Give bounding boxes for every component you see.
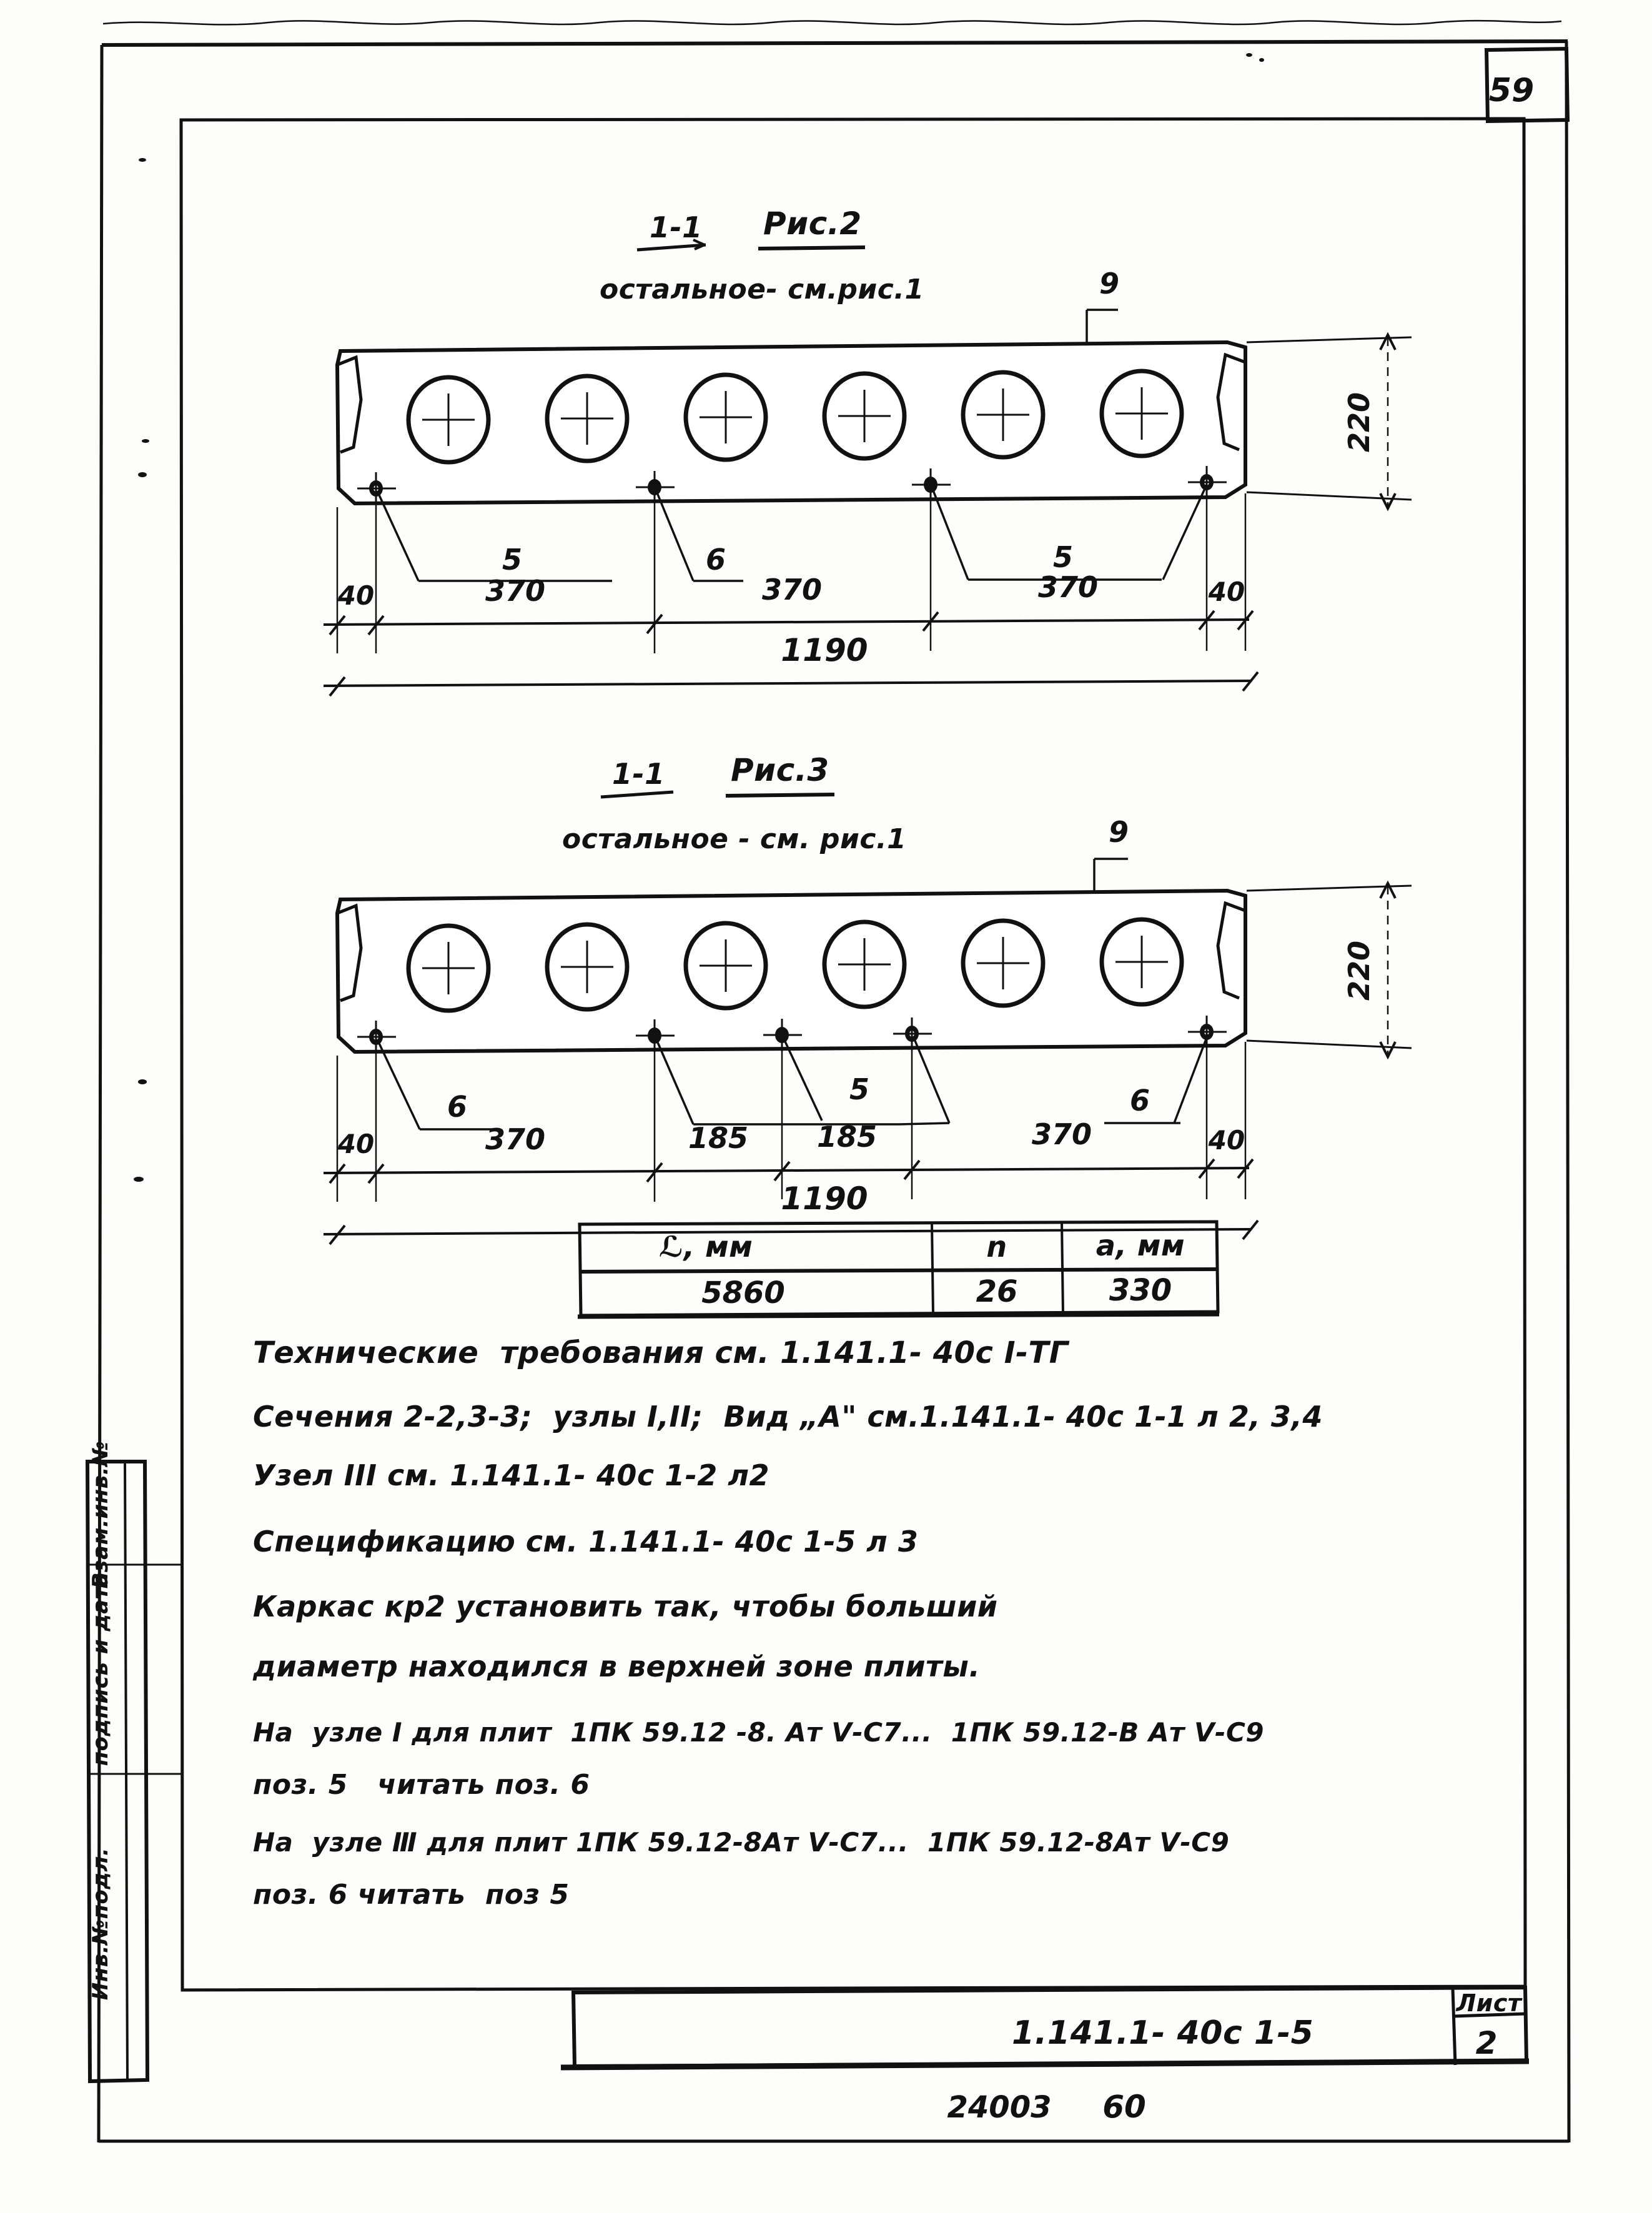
table-col-divider-1 <box>932 1223 933 1314</box>
table-cell-L: 5860 <box>701 1275 785 1310</box>
note-line-9: На узле Ⅲ для плит 1ПК 59.12-8Ат Ⅴ-С7... 1ПК 59.12-8Ат Ⅴ-С9 <box>253 1827 1230 1858</box>
figure-3-group <box>324 752 1412 1244</box>
note-line-2: Сечения 2-2,3-3; узлы I,ІІ; Вид „А" см.1.141.1- 40с 1-1 л 2, 3,4 <box>253 1400 1323 1433</box>
fig2-chain-extlines <box>337 487 1245 653</box>
fig2-callout-9: 9 <box>1099 267 1120 300</box>
fig2-dim-370-a: 370 <box>485 574 546 608</box>
table-header-n: n <box>986 1230 1007 1264</box>
fig3-dim-185-a: 185 <box>688 1121 749 1155</box>
fig2-dim-40-right: 40 <box>1208 577 1245 607</box>
note-line-7: На узле I для плит 1ПК 59.12 -8. Ат Ⅴ-С7... 1ПК 59.12-В Ат Ⅴ-С9 <box>253 1717 1264 1748</box>
fig2-overall-dimline <box>324 681 1250 686</box>
bottom-code: 24003 <box>947 2090 1052 2125</box>
torn-paper-edge <box>103 21 1561 24</box>
note-line-4: Спецификацию см. 1.141.1- 40с 1-5 л 3 <box>253 1525 919 1558</box>
fig3-chain-dimline <box>324 1168 1249 1173</box>
title-block <box>561 1988 1529 2125</box>
fig3-dim-40-left: 40 <box>337 1129 375 1159</box>
fig3-chain-extlines <box>337 1036 1245 1202</box>
fig2-dim-40-left: 40 <box>337 580 375 611</box>
fig3-section-underline <box>601 792 673 797</box>
left-margin-strip <box>87 1441 182 2081</box>
fig2-overall-value: 1190 <box>781 632 868 668</box>
page-number-top-right: 59 <box>1488 72 1535 109</box>
note-line-1: Технические требования см. 1.141.1- 40с I-ТГ <box>253 1335 1069 1370</box>
sheet-label: Лист <box>1456 1989 1522 2017</box>
table-cell-a: 330 <box>1109 1273 1172 1308</box>
fig2-section-label: 1-1 <box>650 210 703 244</box>
margin-strip-inner-line <box>125 1462 127 2081</box>
technical-notes-block <box>252 1335 1323 1911</box>
fig3-height-value: 220 <box>1342 940 1376 1001</box>
fig2-label-5a: 5 <box>502 543 523 577</box>
fig2-label-6: 6 <box>705 543 726 577</box>
table-cell-n: 26 <box>976 1274 1018 1309</box>
margin-label-vzam: Взам.инв.№ <box>88 1440 113 1589</box>
fig3-label-5-mid: 5 <box>849 1072 870 1106</box>
title-block-code: 1.141.1- 40с 1-5 <box>1012 2014 1314 2052</box>
fig3-dim-370-b: 370 <box>1031 1117 1092 1151</box>
title-block-sheet-divider <box>1453 1989 1455 2065</box>
fig3-dim-370-a: 370 <box>485 1122 546 1156</box>
fig2-label-5b: 5 <box>1052 540 1074 574</box>
fig3-label-6b: 6 <box>1129 1084 1150 1117</box>
table-col-divider-2 <box>1062 1222 1063 1314</box>
margin-label-podpis: подпись и дата <box>88 1572 113 1766</box>
fig3-figure-label: Рис.3 <box>731 752 829 788</box>
figure-2-group <box>324 205 1412 696</box>
table-header-L: ℒ, мм <box>658 1230 753 1264</box>
fig2-leader-6 <box>656 490 743 581</box>
bottom-page-number: 60 <box>1102 2089 1146 2125</box>
fig3-height-extlines <box>1247 886 1412 1048</box>
fig2-dim-370-b: 370 <box>761 573 823 606</box>
fig3-section-label: 1-1 <box>612 757 665 791</box>
title-block-bottom-heavy <box>561 2061 1529 2067</box>
sheet-top-border <box>102 41 1568 45</box>
table-bottom-rule <box>578 1314 1219 1317</box>
sheet-right-border <box>1566 41 1569 2142</box>
fig2-figure-label: Рис.2 <box>763 205 862 242</box>
fig2-note: остальное- см.рис.1 <box>600 274 924 305</box>
fig3-dim-185-b: 185 <box>816 1120 878 1154</box>
fig3-callout-9: 9 <box>1109 815 1129 849</box>
sheet-left-border <box>99 45 102 2142</box>
fig2-height-value: 220 <box>1342 392 1376 453</box>
table-header-rule <box>580 1269 1218 1272</box>
fig3-figure-underline <box>726 795 834 796</box>
note-line-6: диаметр находился в верхней зоне плиты. <box>253 1650 981 1683</box>
fig2-dim-370-c: 370 <box>1037 570 1099 604</box>
sheet-value: 2 <box>1475 2025 1498 2061</box>
fig3-dim-40-right: 40 <box>1208 1125 1245 1156</box>
fig2-height-extlines <box>1247 337 1412 500</box>
fig3-note: остальное - см. рис.1 <box>562 823 907 855</box>
table-header-a: а, мм <box>1096 1229 1185 1262</box>
fig2-chain-dimline <box>324 620 1249 625</box>
note-line-5: Каркас кр2 установить так, чтобы больший <box>253 1590 998 1623</box>
note-line-8: поз. 5 читать поз. 6 <box>253 1769 590 1801</box>
parameter-table <box>578 1222 1219 1317</box>
fig3-label-6a: 6 <box>447 1090 468 1124</box>
fig3-overall-value: 1190 <box>781 1181 868 1217</box>
note-line-10: поз. 6 читать поз 5 <box>253 1879 570 1911</box>
fig2-figure-underline <box>758 247 865 249</box>
margin-label-inv: Инв.№подл. <box>88 1847 113 2001</box>
note-line-3: Узел ІІІ см. 1.141.1- 40с 1-2 л2 <box>253 1458 770 1492</box>
